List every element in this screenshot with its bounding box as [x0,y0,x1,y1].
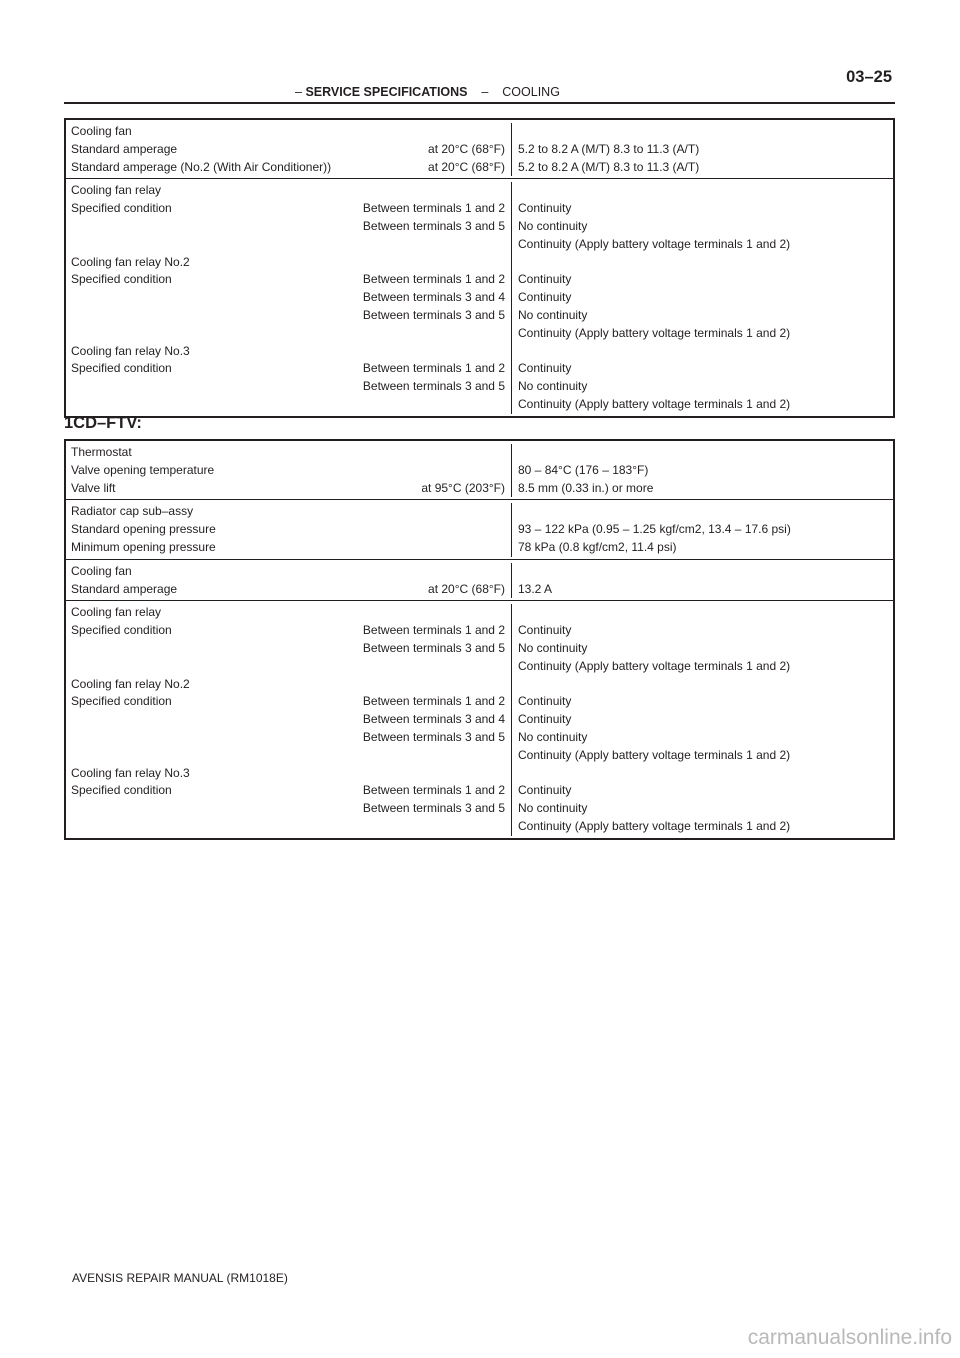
spec-left-cell [66,539,512,557]
spec-item: Cooling fan [71,563,132,578]
spec-section [66,559,893,601]
spec-row [66,218,893,236]
spec-left-cell [66,141,512,159]
spec-condition: Between terminals 3 and 4 [362,290,505,305]
spec-row [66,462,893,480]
spec-item: Thermostat [71,445,132,459]
spec-row [66,604,893,622]
spec-left-cell [66,200,512,218]
spec-left-cell [66,396,512,414]
spec-row [66,360,893,378]
spec-item: Specified condition [71,694,172,709]
spec-condition: Between terminals 3 and 5 [362,729,505,744]
spec-row [66,640,893,658]
spec-row [66,503,893,521]
spec-left-cell [66,182,512,200]
spec-value: Continuity [518,201,572,216]
spec-left-cell [66,378,512,396]
spec-row [66,765,893,783]
spec-value: 5.2 to 8.2 A (M/T) 8.3 to 11.3 (A/T) [518,141,700,156]
spec-row [66,729,893,747]
spec-value: Continuity [518,623,572,638]
spec-value [512,123,893,141]
spec-value [512,503,893,521]
header-subsection: COOLING [502,85,560,99]
spec-condition: Between terminals 3 and 5 [362,801,505,816]
spec-condition: at 20°C (68°F) [428,141,505,156]
spec-row [66,271,893,289]
header-section: SERVICE SPECIFICATIONS [305,85,468,99]
spec-condition: Between terminals 1 and 2 [362,272,505,287]
watermark: carmanualsonline.info [747,1326,952,1349]
spec-left-cell [66,676,512,694]
spec-item: Specified condition [71,272,172,287]
spec-left-cell [66,800,512,818]
spec-row [66,444,893,462]
spec-row [66,325,893,343]
spec-row [66,747,893,765]
spec-row [66,581,893,599]
spec-left-cell [66,658,512,676]
spec-left-cell [66,159,512,177]
spec-left-cell [66,289,512,307]
spec-item: Specified condition [71,623,172,638]
spec-item: Radiator cap sub–assy [71,504,194,519]
spec-row [66,693,893,711]
spec-value: No continuity [518,218,588,233]
spec-value [512,563,893,581]
spec-left-cell [66,218,512,236]
spec-item: Standard opening pressure [71,522,216,537]
spec-row [66,343,893,361]
spec-value [512,765,893,783]
spec-item: Specified condition [71,783,172,798]
spec-condition: at 20°C (68°F) [428,159,505,174]
spec-section [66,600,893,837]
spec-condition: Between terminals 1 and 2 [362,361,505,376]
engine-heading: 1CD–FTV: [64,414,142,432]
spec-item: Valve lift [71,480,116,495]
spec-condition: Between terminals 3 and 5 [362,640,505,655]
spec-row [66,782,893,800]
spec-value: Continuity (Apply battery voltage terminals 1 and 2) [518,818,791,833]
spec-value [512,254,893,272]
spec-row [66,182,893,200]
spec-item: Cooling fan relay No.3 [71,343,190,358]
spec-condition: Between terminals 3 and 5 [362,307,505,322]
spec-condition: Between terminals 1 and 2 [362,783,505,798]
spec-item: Cooling fan [71,124,132,138]
spec-row [66,307,893,325]
spec-left-cell [66,307,512,325]
spec-row [66,622,893,640]
spec-left-cell [66,563,512,581]
spec-section [66,178,893,415]
spec-left-cell [66,360,512,378]
spec-value: Continuity (Apply battery voltage terminals 1 and 2) [518,658,791,673]
spec-row [66,396,893,414]
spec-row [66,200,893,218]
spec-value [512,444,893,462]
spec-item: Specified condition [71,361,172,376]
spec-value: Continuity [518,694,572,709]
spec-row [66,563,893,581]
spec-item: Cooling fan relay No.2 [71,254,190,269]
spec-row [66,123,893,141]
spec-value: No continuity [518,801,588,816]
spec-item: Standard amperage [71,581,178,596]
spec-left-cell [66,693,512,711]
spec-value: Continuity [518,272,572,287]
spec-condition: Between terminals 3 and 5 [362,218,505,233]
spec-value: 13.2 A [518,581,553,596]
spec-row [66,141,893,159]
spec-item: Standard amperage [71,141,178,156]
spec-item: Standard amperage (No.2 (With Air Conditioner)) [71,159,332,174]
spec-left-cell [66,581,512,599]
spec-left-cell [66,765,512,783]
spec-row [66,539,893,557]
spec-value: No continuity [518,307,588,322]
header-separator: – [481,85,489,99]
spec-left-cell [66,747,512,765]
spec-left-cell [66,711,512,729]
spec-value: Continuity [518,290,572,305]
spec-left-cell [66,343,512,361]
header-title: – SERVICE SPECIFICATIONS – COOLING [295,85,560,99]
spec-value [512,343,893,361]
spec-row [66,818,893,836]
spec-left-cell [66,640,512,658]
spec-table-cooling-fan [64,118,895,418]
spec-item: Cooling fan relay [71,183,162,198]
spec-value [512,604,893,622]
spec-item: Minimum opening pressure [71,539,216,554]
spec-condition: Between terminals 1 and 2 [362,694,505,709]
spec-value: Continuity (Apply battery voltage terminals 1 and 2) [518,747,791,762]
page-number: 03–25 [846,68,892,86]
spec-section [66,120,893,178]
spec-row [66,800,893,818]
spec-item: Cooling fan relay [71,605,162,620]
spec-value: Continuity [518,361,572,376]
spec-row [66,378,893,396]
spec-value: 78 kPa (0.8 kgf/cm2, 11.4 psi) [518,539,677,554]
spec-value [512,676,893,694]
spec-value: Continuity (Apply battery voltage terminals 1 and 2) [518,236,791,251]
spec-section [66,441,893,499]
spec-item: Specified condition [71,201,172,216]
spec-value: Continuity (Apply battery voltage terminals 1 and 2) [518,325,791,340]
spec-row [66,289,893,307]
spec-left-cell [66,444,512,462]
spec-item: Cooling fan relay No.3 [71,765,190,780]
spec-row [66,254,893,272]
spec-row [66,521,893,539]
spec-left-cell [66,521,512,539]
spec-left-cell [66,818,512,836]
spec-value: No continuity [518,379,588,394]
spec-left-cell [66,271,512,289]
spec-value: Continuity (Apply battery voltage terminals 1 and 2) [518,396,791,411]
spec-condition: Between terminals 1 and 2 [362,201,505,216]
spec-row [66,658,893,676]
spec-row [66,159,893,177]
spec-row [66,480,893,498]
spec-value: 93 – 122 kPa (0.95 – 1.25 kgf/cm2, 13.4 – 17.6 psi) [518,522,791,537]
spec-value: Continuity [518,783,572,798]
spec-value: 8.5 mm (0.33 in.) or more [518,480,654,495]
spec-left-cell [66,462,512,480]
spec-row [66,711,893,729]
spec-value: 5.2 to 8.2 A (M/T) 8.3 to 11.3 (A/T) [518,159,700,174]
spec-left-cell [66,236,512,254]
spec-left-cell [66,503,512,521]
spec-value [512,182,893,200]
spec-condition: Between terminals 3 and 5 [362,379,505,394]
spec-item: Cooling fan relay No.2 [71,676,190,691]
spec-value: No continuity [518,640,588,655]
spec-left-cell [66,782,512,800]
spec-left-cell [66,254,512,272]
spec-condition: at 20°C (68°F) [428,581,505,596]
spec-section [66,499,893,558]
spec-left-cell [66,604,512,622]
spec-left-cell [66,480,512,498]
spec-value: Continuity [518,712,572,727]
spec-left-cell [66,622,512,640]
spec-value: No continuity [518,729,588,744]
spec-left-cell [66,123,512,141]
spec-left-cell [66,325,512,343]
spec-item: Valve opening temperature [71,462,215,477]
spec-row [66,676,893,694]
manual-footer: AVENSIS REPAIR MANUAL (RM1018E) [72,1271,288,1285]
spec-left-cell [66,729,512,747]
spec-table-1cd-ftv [64,439,895,840]
spec-row [66,236,893,254]
spec-condition: at 95°C (203°F) [421,480,505,495]
spec-condition: Between terminals 1 and 2 [362,623,505,638]
page-header [64,64,895,104]
spec-condition: Between terminals 3 and 4 [362,712,505,727]
spec-value: 80 – 84°C (176 – 183°F) [518,462,649,477]
